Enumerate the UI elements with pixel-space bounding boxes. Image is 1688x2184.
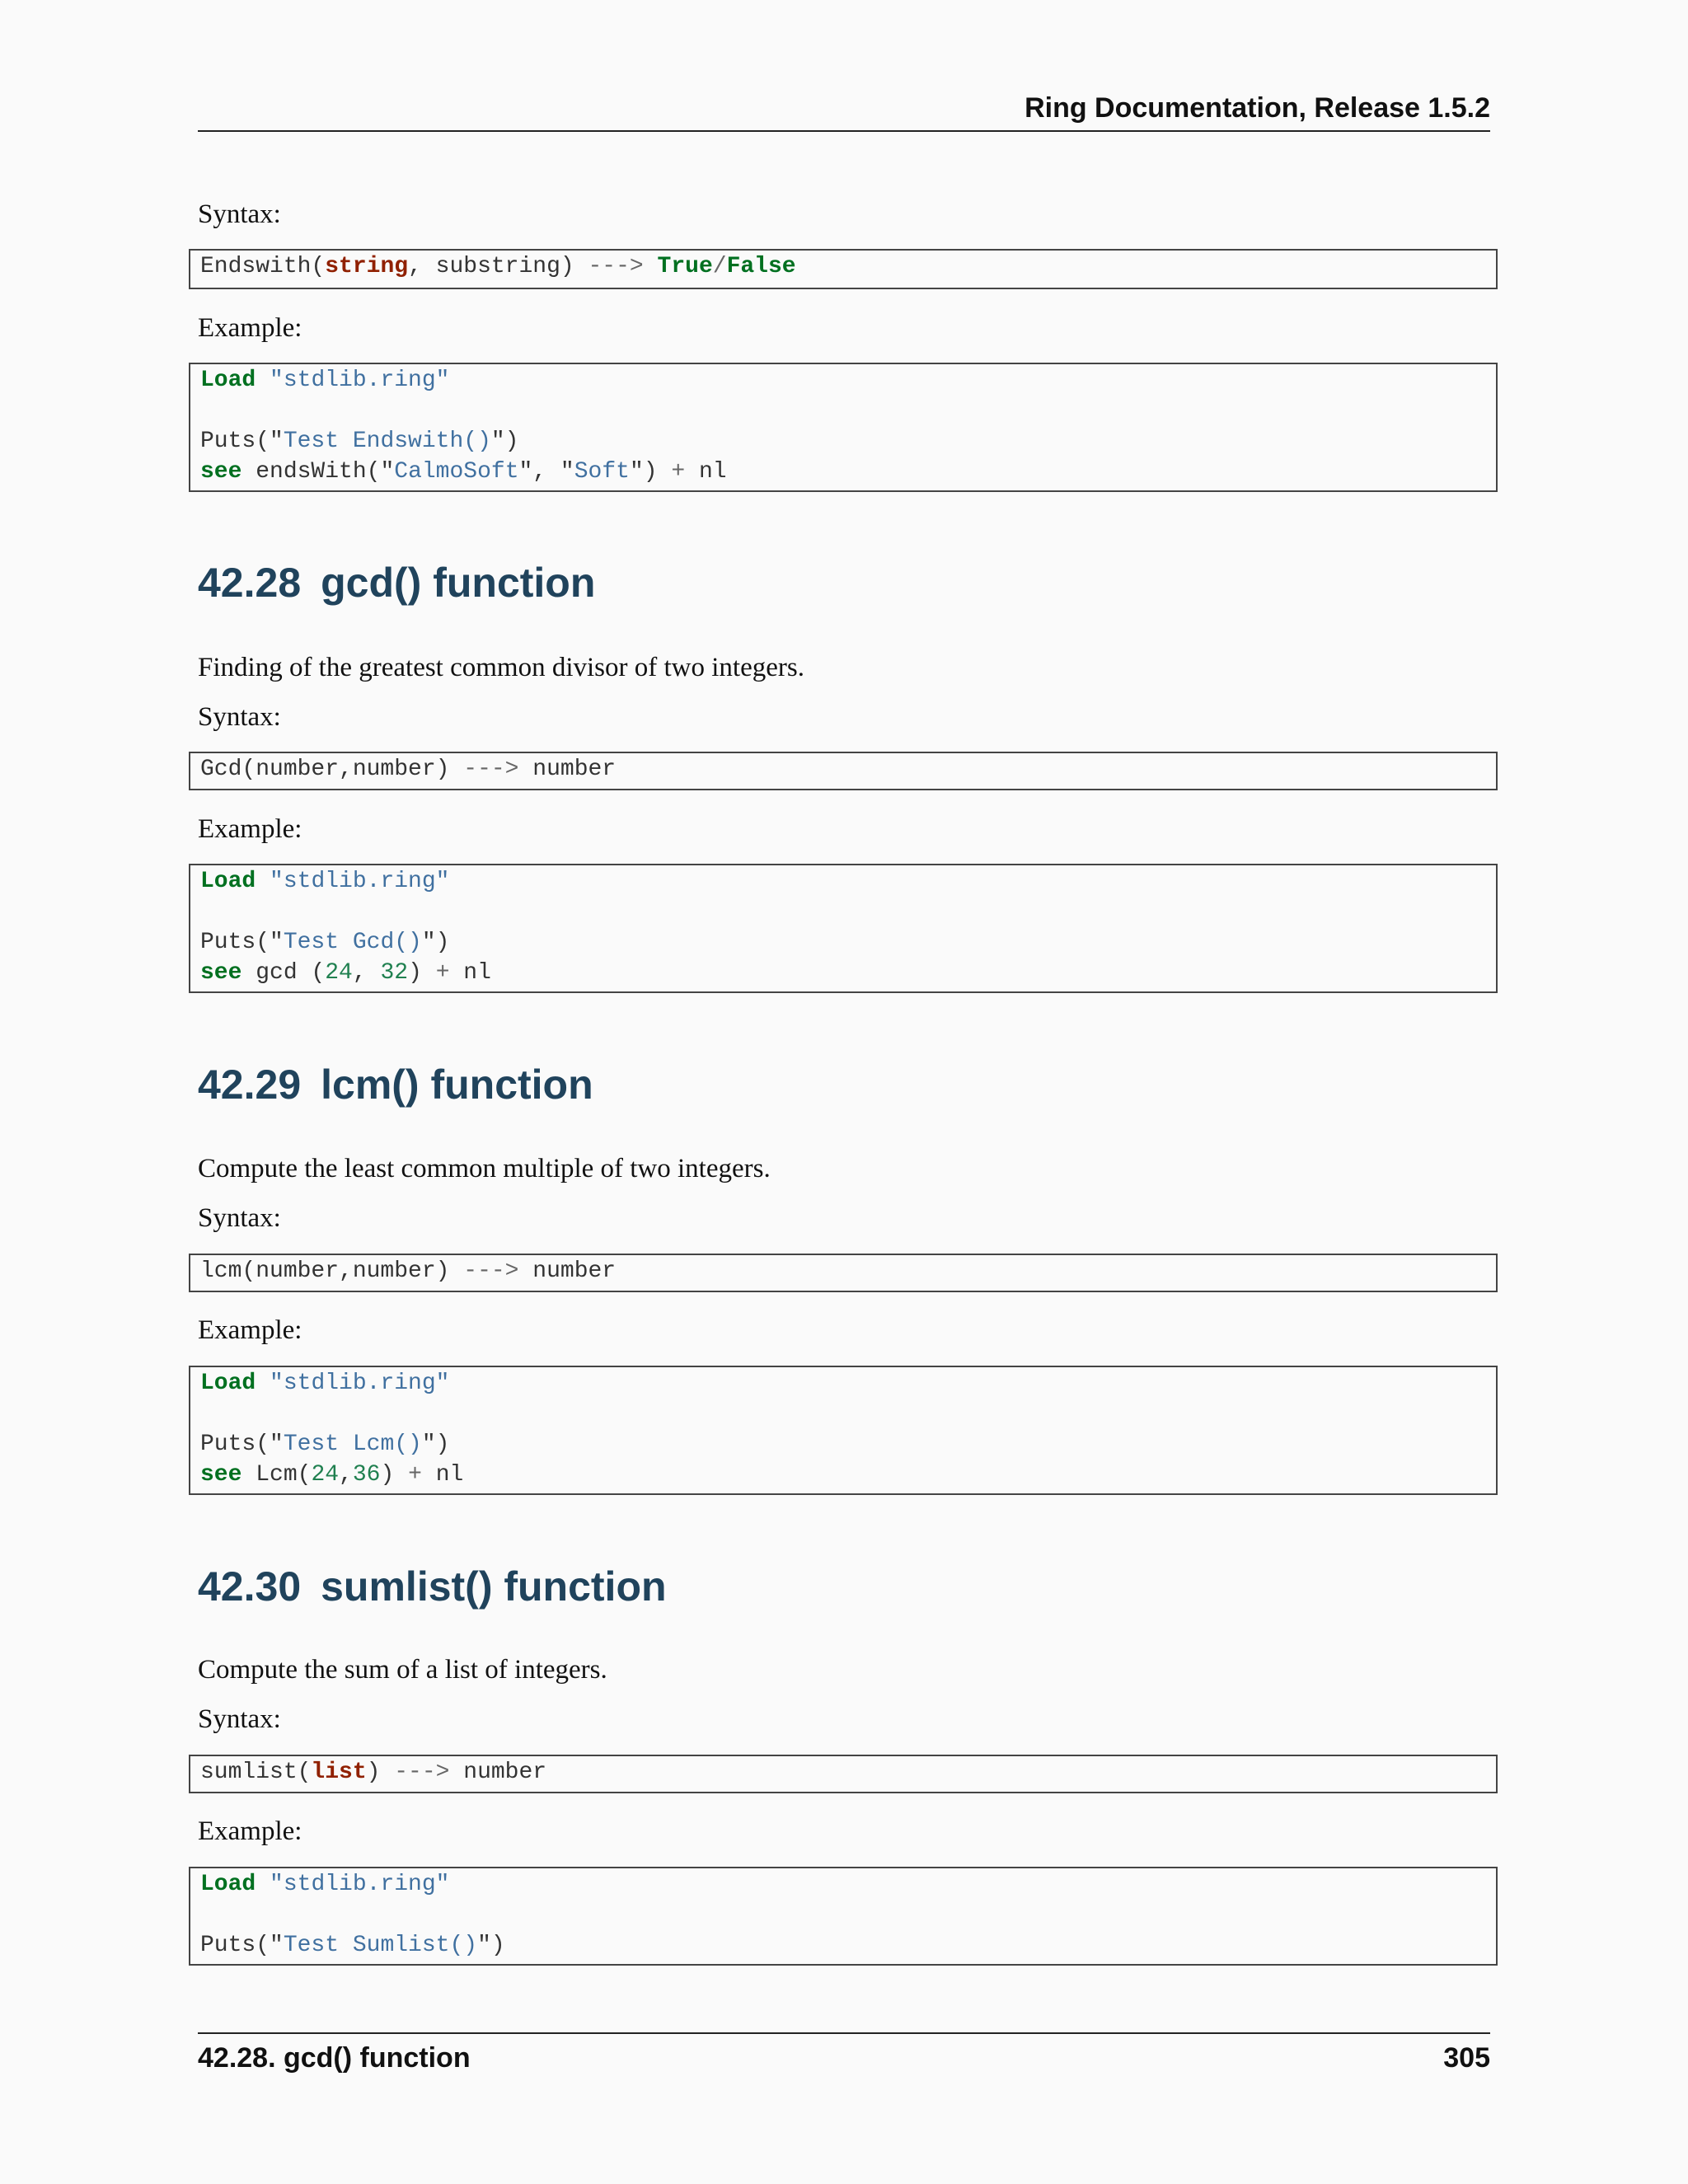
syntax-label: Syntax: xyxy=(198,199,281,229)
sumlist-syntax-code: sumlist(list) ---> number xyxy=(189,1755,1498,1793)
endswith-example-code: Load "stdlib.ring" Puts("Test Endswith()") see endsWith("CalmoSoft", "Soft") + nl xyxy=(189,363,1498,492)
gcd-example-code: Load "stdlib.ring" Puts("Test Gcd()") see gcd (24, 32) + nl xyxy=(189,864,1498,993)
example-label: Example: xyxy=(198,814,302,844)
gcd-description: Finding of the greatest common divisor of two integers. xyxy=(198,653,804,682)
section-number: 42.30 xyxy=(198,1563,302,1610)
endswith-syntax-code: Endswith(string, substring) ---> True/False xyxy=(189,249,1498,289)
section-heading-gcd xyxy=(198,559,595,607)
page-number: 305 xyxy=(1443,2042,1490,2074)
footer-section-title: 42.28. gcd() function xyxy=(198,2042,471,2074)
page-header-title: Ring Documentation, Release 1.5.2 xyxy=(1025,92,1490,124)
lcm-example-code: Load "stdlib.ring" Puts("Test Lcm()") see Lcm(24,36) + nl xyxy=(189,1366,1498,1495)
section-heading-sumlist xyxy=(198,1563,667,1610)
syntax-label: Syntax: xyxy=(198,1704,281,1734)
section-heading-lcm xyxy=(198,1061,593,1108)
sumlist-description: Compute the sum of a list of integers. xyxy=(198,1655,607,1685)
gcd-syntax-code: Gcd(number,number) ---> number xyxy=(189,752,1498,790)
syntax-label: Syntax: xyxy=(198,1203,281,1233)
section-number: 42.29 xyxy=(198,1062,302,1108)
sumlist-example-code: Load "stdlib.ring" Puts("Test Sumlist()") xyxy=(189,1867,1498,1966)
example-label: Example: xyxy=(198,313,302,343)
footer-rule xyxy=(198,2032,1490,2034)
lcm-description: Compute the least common multiple of two integers. xyxy=(198,1154,771,1183)
section-number: 42.28 xyxy=(198,560,302,606)
section-title: gcd() function xyxy=(321,560,596,606)
section-title: lcm() function xyxy=(321,1062,593,1108)
syntax-label: Syntax: xyxy=(198,702,281,732)
example-label: Example: xyxy=(198,1816,302,1846)
example-label: Example: xyxy=(198,1315,302,1345)
header-rule xyxy=(198,130,1490,132)
section-title: sumlist() function xyxy=(321,1563,667,1610)
lcm-syntax-code: lcm(number,number) ---> number xyxy=(189,1254,1498,1292)
